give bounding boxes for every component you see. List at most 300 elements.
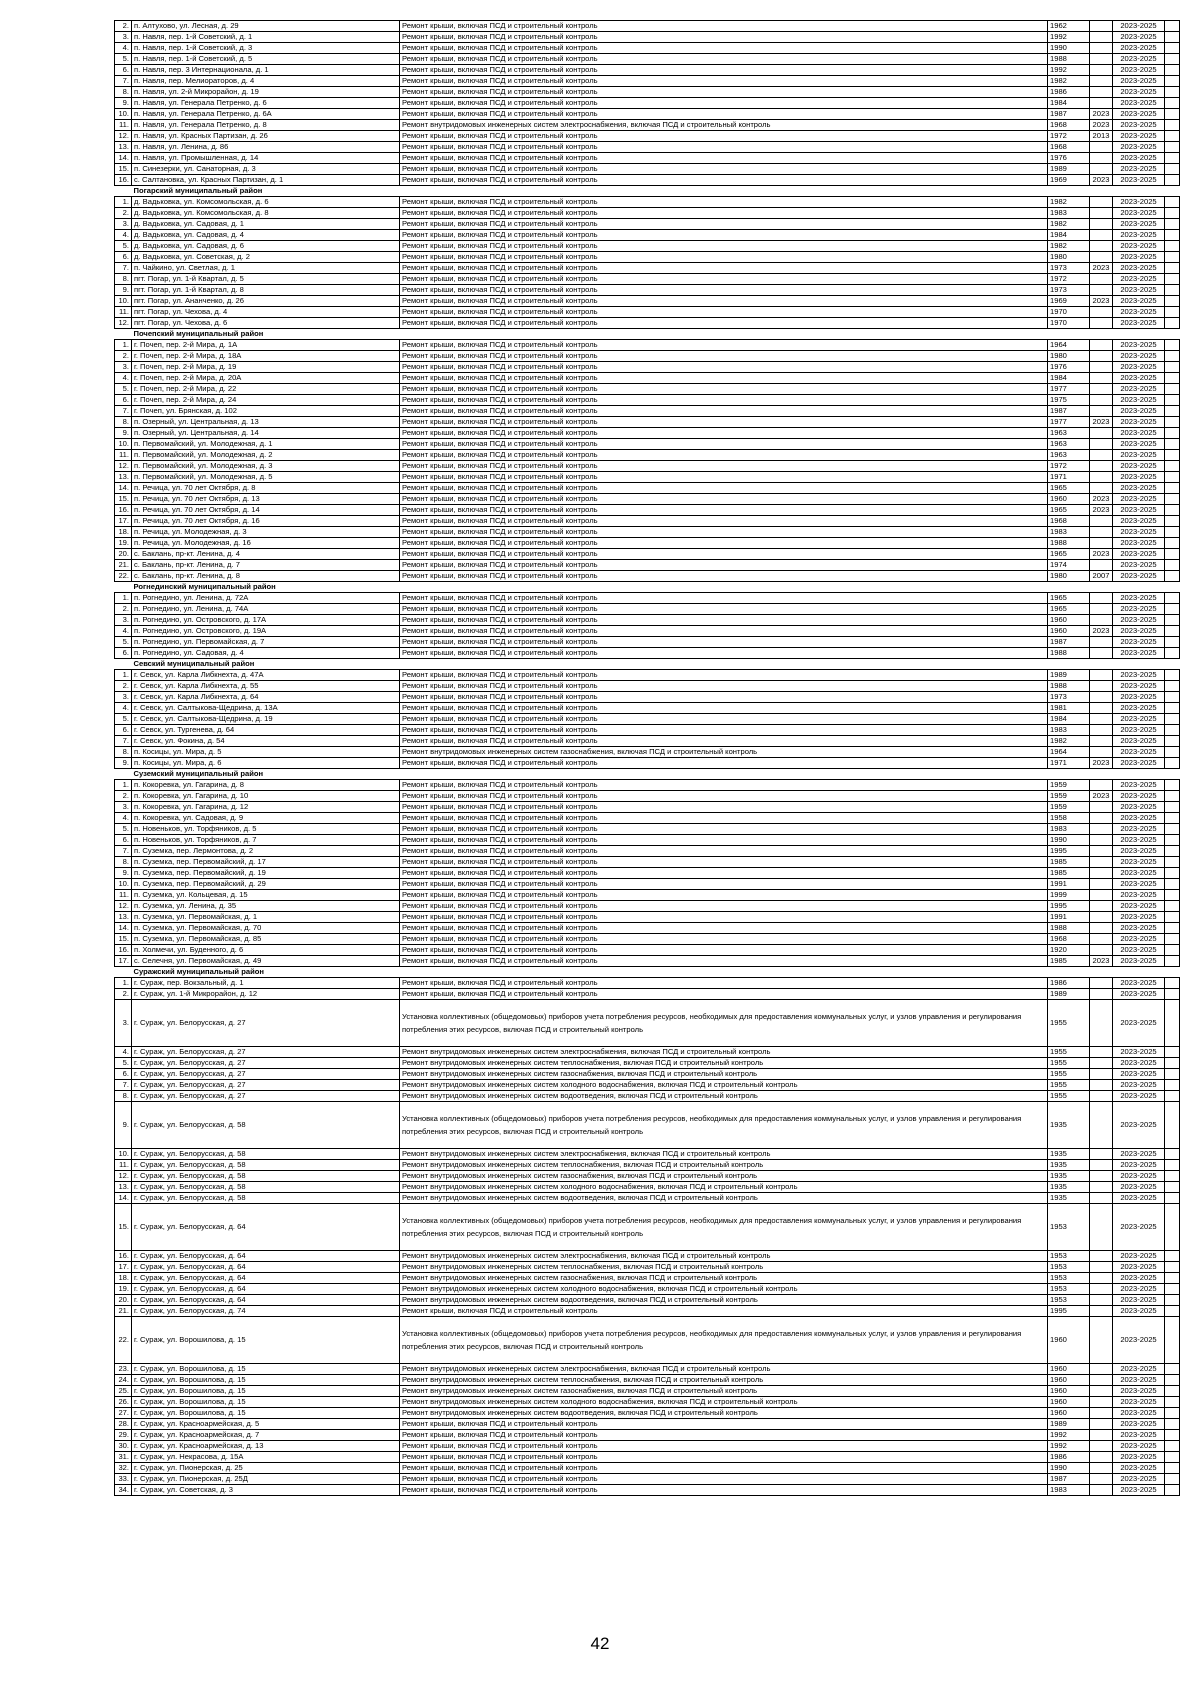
district-number-cell xyxy=(115,967,132,978)
work-type-cell: Ремонт внутридомовых инженерных систем электроснабжения, включая ПСД и строительный контроль xyxy=(400,1251,1048,1262)
work-type-cell: Ремонт крыши, включая ПСД и строительный контроль xyxy=(400,384,1048,395)
extra-cell xyxy=(1165,538,1180,549)
planned-period-cell: 2023-2025 xyxy=(1113,538,1165,549)
planned-period-cell: 2023-2025 xyxy=(1113,43,1165,54)
address-cell: д. Вадьковка, ул. Садовая, д. 4 xyxy=(132,230,400,241)
row-number: 5. xyxy=(115,637,132,648)
row-number: 26. xyxy=(115,1397,132,1408)
last-repair-year-cell xyxy=(1090,43,1113,54)
extra-cell xyxy=(1165,670,1180,681)
row-number: 3. xyxy=(115,692,132,703)
work-type-cell: Установка коллективных (общедомовых) приборов учета потребления ресурсов, необходимых для предоставления коммунальных услуг, и узлов управления и регулирования потребления этих ресурсов, включая ПСД и строительный контроль xyxy=(400,1204,1048,1251)
last-repair-year-cell xyxy=(1090,450,1113,461)
extra-cell xyxy=(1165,681,1180,692)
planned-period-cell: 2023-2025 xyxy=(1113,1171,1165,1182)
planned-period-cell: 2023-2025 xyxy=(1113,87,1165,98)
planned-period-cell: 2023-2025 xyxy=(1113,439,1165,450)
row-number: 2. xyxy=(115,681,132,692)
build-year-cell: 1968 xyxy=(1048,142,1090,153)
last-repair-year-cell xyxy=(1090,1474,1113,1485)
work-type-cell: Ремонт крыши, включая ПСД и строительный контроль xyxy=(400,318,1048,329)
last-repair-year-cell xyxy=(1090,736,1113,747)
work-type-cell: Ремонт крыши, включая ПСД и строительный контроль xyxy=(400,1474,1048,1485)
row-number: 6. xyxy=(115,1069,132,1080)
build-year-cell: 1975 xyxy=(1048,395,1090,406)
row-number: 6. xyxy=(115,835,132,846)
last-repair-year-cell xyxy=(1090,934,1113,945)
planned-period-cell: 2023-2025 xyxy=(1113,505,1165,516)
address-cell: п. Новеньков, ул. Торфяников, д. 7 xyxy=(132,835,400,846)
address-cell: п. Навля, ул. Красных Партизан, д. 26 xyxy=(132,131,400,142)
build-year-cell: 1955 xyxy=(1048,1058,1090,1069)
planned-period-cell: 2023-2025 xyxy=(1113,373,1165,384)
last-repair-year-cell xyxy=(1090,1251,1113,1262)
work-type-cell: Ремонт крыши, включая ПСД и строительный контроль xyxy=(400,868,1048,879)
extra-cell xyxy=(1165,197,1180,208)
address-cell: г. Сураж, ул. 1-й Микрорайон, д. 12 xyxy=(132,989,400,1000)
row-number: 28. xyxy=(115,1419,132,1430)
build-year-cell: 1968 xyxy=(1048,934,1090,945)
build-year-cell: 1963 xyxy=(1048,450,1090,461)
row-number: 22. xyxy=(115,571,132,582)
page-number: 42 xyxy=(590,1634,610,1653)
last-repair-year-cell xyxy=(1090,1295,1113,1306)
table-row xyxy=(115,1069,1180,1080)
last-repair-year-cell xyxy=(1090,1386,1113,1397)
row-number: 6. xyxy=(115,648,132,659)
extra-cell xyxy=(1165,1193,1180,1204)
address-cell: г. Сураж, ул. Красноармейская, д. 5 xyxy=(132,1419,400,1430)
row-number: 8. xyxy=(115,87,132,98)
planned-period-cell: 2023-2025 xyxy=(1113,21,1165,32)
last-repair-year-cell xyxy=(1090,846,1113,857)
row-number: 1. xyxy=(115,593,132,604)
build-year-cell: 1980 xyxy=(1048,351,1090,362)
row-number: 19. xyxy=(115,538,132,549)
last-repair-year-cell xyxy=(1090,1463,1113,1474)
table-row xyxy=(115,197,1180,208)
build-year-cell: 1986 xyxy=(1048,1452,1090,1463)
extra-cell xyxy=(1165,87,1180,98)
work-type-cell: Ремонт внутридомовых инженерных систем водоотведения, включая ПСД и строительный контроль xyxy=(400,1091,1048,1102)
last-repair-year-cell xyxy=(1090,1441,1113,1452)
address-cell: г. Сураж, ул. Белорусская, д. 58 xyxy=(132,1171,400,1182)
extra-cell xyxy=(1165,1463,1180,1474)
last-repair-year-cell: 2023 xyxy=(1090,494,1113,505)
extra-cell xyxy=(1165,65,1180,76)
last-repair-year-cell xyxy=(1090,538,1113,549)
work-type-cell: Ремонт внутридомовых инженерных систем водоотведения, включая ПСД и строительный контроль xyxy=(400,1193,1048,1204)
table-row xyxy=(115,1047,1180,1058)
address-cell: п. Речица, ул. 70 лет Октября, д. 16 xyxy=(132,516,400,527)
planned-period-cell: 2023-2025 xyxy=(1113,175,1165,186)
last-repair-year-cell xyxy=(1090,362,1113,373)
work-type-cell: Ремонт крыши, включая ПСД и строительный контроль xyxy=(400,824,1048,835)
table-row xyxy=(115,1193,1180,1204)
table-row xyxy=(115,681,1180,692)
planned-period-cell: 2023-2025 xyxy=(1113,1295,1165,1306)
planned-period-cell: 2023-2025 xyxy=(1113,120,1165,131)
build-year-cell: 1991 xyxy=(1048,912,1090,923)
build-year-cell: 1963 xyxy=(1048,439,1090,450)
planned-period-cell: 2023-2025 xyxy=(1113,593,1165,604)
address-cell: г. Сураж, ул. Пионерская, д. 25 xyxy=(132,1463,400,1474)
table-row xyxy=(115,1102,1180,1149)
table-row xyxy=(115,802,1180,813)
work-type-cell: Ремонт крыши, включая ПСД и строительный контроль xyxy=(400,307,1048,318)
work-type-cell: Ремонт внутридомовых инженерных систем водоотведения, включая ПСД и строительный контроль xyxy=(400,1408,1048,1419)
build-year-cell: 1995 xyxy=(1048,1306,1090,1317)
address-cell: д. Вадьковка, ул. Садовая, д. 6 xyxy=(132,241,400,252)
last-repair-year-cell xyxy=(1090,725,1113,736)
planned-period-cell: 2023-2025 xyxy=(1113,1306,1165,1317)
district-number-cell xyxy=(115,659,132,670)
build-year-cell: 1970 xyxy=(1048,307,1090,318)
work-type-cell: Ремонт крыши, включая ПСД и строительный контроль xyxy=(400,637,1048,648)
planned-period-cell: 2023-2025 xyxy=(1113,791,1165,802)
planned-period-cell: 2023-2025 xyxy=(1113,516,1165,527)
row-number: 11. xyxy=(115,307,132,318)
build-year-cell: 1955 xyxy=(1048,1000,1090,1047)
work-type-cell: Ремонт внутридомовых инженерных систем газоснабжения, включая ПСД и строительный контроль xyxy=(400,1386,1048,1397)
table-row xyxy=(115,1091,1180,1102)
last-repair-year-cell: 2023 xyxy=(1090,626,1113,637)
build-year-cell: 1968 xyxy=(1048,120,1090,131)
build-year-cell: 1963 xyxy=(1048,428,1090,439)
build-year-cell: 1955 xyxy=(1048,1047,1090,1058)
build-year-cell: 1973 xyxy=(1048,285,1090,296)
address-cell: г. Сураж, ул. Советская, д. 3 xyxy=(132,1485,400,1496)
extra-cell xyxy=(1165,780,1180,791)
district-header-row xyxy=(115,769,1180,780)
planned-period-cell: 2023-2025 xyxy=(1113,252,1165,263)
planned-period-cell: 2023-2025 xyxy=(1113,417,1165,428)
extra-cell xyxy=(1165,813,1180,824)
planned-period-cell: 2023-2025 xyxy=(1113,318,1165,329)
work-type-cell: Ремонт крыши, включая ПСД и строительный контроль xyxy=(400,593,1048,604)
row-number: 5. xyxy=(115,241,132,252)
row-number: 10. xyxy=(115,1149,132,1160)
planned-period-cell: 2023-2025 xyxy=(1113,1386,1165,1397)
table-row xyxy=(115,637,1180,648)
address-cell: п. Суземка, ул. Первомайская, д. 85 xyxy=(132,934,400,945)
last-repair-year-cell xyxy=(1090,274,1113,285)
table-row xyxy=(115,1251,1180,1262)
work-type-cell: Ремонт внутридомовых инженерных систем холодного водоснабжения, включая ПСД и строительный контроль xyxy=(400,1080,1048,1091)
table-row xyxy=(115,857,1180,868)
row-number: 4. xyxy=(115,813,132,824)
address-cell: г. Севск, ул. Карла Либкнехта, д. 55 xyxy=(132,681,400,692)
planned-period-cell: 2023-2025 xyxy=(1113,703,1165,714)
planned-period-cell: 2023-2025 xyxy=(1113,857,1165,868)
last-repair-year-cell xyxy=(1090,1047,1113,1058)
extra-cell xyxy=(1165,43,1180,54)
work-type-cell: Установка коллективных (общедомовых) приборов учета потребления ресурсов, необходимых для предоставления коммунальных услуг, и узлов управления и регулирования потребления этих ресурсов, включая ПСД и строительный контроль xyxy=(400,1000,1048,1047)
planned-period-cell: 2023-2025 xyxy=(1113,1485,1165,1496)
row-number: 13. xyxy=(115,912,132,923)
extra-cell xyxy=(1165,461,1180,472)
extra-cell xyxy=(1165,153,1180,164)
row-number: 1. xyxy=(115,197,132,208)
extra-cell xyxy=(1165,373,1180,384)
work-type-cell: Ремонт крыши, включая ПСД и строительный контроль xyxy=(400,395,1048,406)
address-cell: г. Севск, ул. Салтыкова-Щедрина, д. 19 xyxy=(132,714,400,725)
build-year-cell: 1986 xyxy=(1048,87,1090,98)
address-cell: г. Сураж, ул. Белорусская, д. 27 xyxy=(132,1091,400,1102)
last-repair-year-cell xyxy=(1090,1160,1113,1171)
extra-cell xyxy=(1165,901,1180,912)
extra-cell xyxy=(1165,1000,1180,1047)
work-type-cell: Ремонт крыши, включая ПСД и строительный контроль xyxy=(400,87,1048,98)
planned-period-cell: 2023-2025 xyxy=(1113,395,1165,406)
address-cell: г. Сураж, ул. Белорусская, д. 64 xyxy=(132,1251,400,1262)
row-number: 1. xyxy=(115,340,132,351)
row-number: 14. xyxy=(115,483,132,494)
address-cell: с. Баклань, пр-кт. Ленина, д. 4 xyxy=(132,549,400,560)
table-row xyxy=(115,208,1180,219)
last-repair-year-cell xyxy=(1090,857,1113,868)
row-number: 12. xyxy=(115,318,132,329)
last-repair-year-cell xyxy=(1090,1284,1113,1295)
work-type-cell: Ремонт внутридомовых инженерных систем холодного водоснабжения, включая ПСД и строительный контроль xyxy=(400,1397,1048,1408)
build-year-cell: 1973 xyxy=(1048,692,1090,703)
last-repair-year-cell xyxy=(1090,21,1113,32)
address-cell: п. Алтухово, ул. Лесная, д. 29 xyxy=(132,21,400,32)
planned-period-cell: 2023-2025 xyxy=(1113,1364,1165,1375)
extra-cell xyxy=(1165,219,1180,230)
build-year-cell: 1960 xyxy=(1048,1408,1090,1419)
planned-period-cell: 2023-2025 xyxy=(1113,1182,1165,1193)
last-repair-year-cell xyxy=(1090,912,1113,923)
table-row xyxy=(115,1295,1180,1306)
address-cell: г. Сураж, ул. Белорусская, д. 64 xyxy=(132,1273,400,1284)
planned-period-cell: 2023-2025 xyxy=(1113,692,1165,703)
row-number: 34. xyxy=(115,1485,132,1496)
work-type-cell: Ремонт крыши, включая ПСД и строительный контроль xyxy=(400,714,1048,725)
last-repair-year-cell: 2023 xyxy=(1090,263,1113,274)
extra-cell xyxy=(1165,703,1180,714)
extra-cell xyxy=(1165,109,1180,120)
planned-period-cell: 2023-2025 xyxy=(1113,219,1165,230)
row-number: 18. xyxy=(115,1273,132,1284)
planned-period-cell: 2023-2025 xyxy=(1113,626,1165,637)
table-row xyxy=(115,780,1180,791)
planned-period-cell: 2023-2025 xyxy=(1113,758,1165,769)
extra-cell xyxy=(1165,450,1180,461)
work-type-cell: Ремонт крыши, включая ПСД и строительный контроль xyxy=(400,296,1048,307)
table-row xyxy=(115,483,1180,494)
build-year-cell: 1985 xyxy=(1048,857,1090,868)
planned-period-cell: 2023-2025 xyxy=(1113,549,1165,560)
address-cell: с. Баклань, пр-кт. Ленина, д. 7 xyxy=(132,560,400,571)
row-number: 21. xyxy=(115,560,132,571)
last-repair-year-cell xyxy=(1090,1102,1113,1149)
last-repair-year-cell xyxy=(1090,1080,1113,1091)
last-repair-year-cell xyxy=(1090,1149,1113,1160)
row-number: 13. xyxy=(115,472,132,483)
last-repair-year-cell xyxy=(1090,351,1113,362)
planned-period-cell: 2023-2025 xyxy=(1113,846,1165,857)
build-year-cell: 1935 xyxy=(1048,1102,1090,1149)
address-cell: п. Суземка, пер. Первомайский, д. 17 xyxy=(132,857,400,868)
row-number: 30. xyxy=(115,1441,132,1452)
table-row xyxy=(115,1452,1180,1463)
last-repair-year-cell xyxy=(1090,560,1113,571)
planned-period-cell: 2023-2025 xyxy=(1113,780,1165,791)
table-row xyxy=(115,21,1180,32)
last-repair-year-cell xyxy=(1090,868,1113,879)
build-year-cell: 1968 xyxy=(1048,516,1090,527)
last-repair-year-cell xyxy=(1090,813,1113,824)
extra-cell xyxy=(1165,989,1180,1000)
row-number: 15. xyxy=(115,1204,132,1251)
build-year-cell: 1960 xyxy=(1048,494,1090,505)
address-cell: г. Сураж, ул. Белорусская, д. 64 xyxy=(132,1284,400,1295)
table-row xyxy=(115,648,1180,659)
last-repair-year-cell xyxy=(1090,527,1113,538)
extra-cell xyxy=(1165,472,1180,483)
work-type-cell: Ремонт крыши, включая ПСД и строительный контроль xyxy=(400,989,1048,1000)
build-year-cell: 1959 xyxy=(1048,780,1090,791)
planned-period-cell: 2023-2025 xyxy=(1113,131,1165,142)
table-row xyxy=(115,923,1180,934)
planned-period-cell: 2023-2025 xyxy=(1113,296,1165,307)
planned-period-cell: 2023-2025 xyxy=(1113,208,1165,219)
last-repair-year-cell xyxy=(1090,681,1113,692)
last-repair-year-cell xyxy=(1090,945,1113,956)
table-row xyxy=(115,1171,1180,1182)
row-number: 8. xyxy=(115,1091,132,1102)
extra-cell xyxy=(1165,879,1180,890)
address-cell: г. Сураж, ул. Красноармейская, д. 13 xyxy=(132,1441,400,1452)
work-type-cell: Ремонт крыши, включая ПСД и строительный контроль xyxy=(400,1430,1048,1441)
row-number: 11. xyxy=(115,120,132,131)
row-number: 8. xyxy=(115,747,132,758)
planned-period-cell: 2023-2025 xyxy=(1113,1419,1165,1430)
address-cell: г. Почеп, пер. 2-й Мира, д. 1А xyxy=(132,340,400,351)
address-cell: г. Сураж, ул. Белорусская, д. 58 xyxy=(132,1149,400,1160)
extra-cell xyxy=(1165,593,1180,604)
extra-cell xyxy=(1165,1408,1180,1419)
extra-cell xyxy=(1165,142,1180,153)
planned-period-cell: 2023-2025 xyxy=(1113,879,1165,890)
planned-period-cell: 2023-2025 xyxy=(1113,1204,1165,1251)
address-cell: г. Сураж, ул. Пионерская, д. 25Д xyxy=(132,1474,400,1485)
build-year-cell: 1976 xyxy=(1048,362,1090,373)
extra-cell xyxy=(1165,956,1180,967)
last-repair-year-cell xyxy=(1090,307,1113,318)
work-type-cell: Ремонт внутридомовых инженерных систем электроснабжения, включая ПСД и строительный контроль xyxy=(400,1047,1048,1058)
last-repair-year-cell xyxy=(1090,87,1113,98)
work-type-cell: Ремонт крыши, включая ПСД и строительный контроль xyxy=(400,560,1048,571)
build-year-cell: 1972 xyxy=(1048,274,1090,285)
planned-period-cell: 2023-2025 xyxy=(1113,890,1165,901)
address-cell: п. Суземка, пер. Лермонтова, д. 2 xyxy=(132,846,400,857)
address-cell: п. Первомайский, ул. Молодежная, д. 3 xyxy=(132,461,400,472)
row-number: 6. xyxy=(115,252,132,263)
district-name: Почепский муниципальный район xyxy=(132,329,1180,340)
build-year-cell: 1984 xyxy=(1048,373,1090,384)
last-repair-year-cell xyxy=(1090,208,1113,219)
work-type-cell: Ремонт крыши, включая ПСД и строительный контроль xyxy=(400,923,1048,934)
planned-period-cell: 2023-2025 xyxy=(1113,1069,1165,1080)
extra-cell xyxy=(1165,54,1180,65)
last-repair-year-cell xyxy=(1090,978,1113,989)
row-number: 3. xyxy=(115,615,132,626)
address-cell: г. Сураж, ул. Белорусская, д. 58 xyxy=(132,1102,400,1149)
address-cell: г. Почеп, пер. 2-й Мира, д. 22 xyxy=(132,384,400,395)
table-row xyxy=(115,549,1180,560)
build-year-cell: 1972 xyxy=(1048,461,1090,472)
last-repair-year-cell: 2023 xyxy=(1090,109,1113,120)
work-type-cell: Ремонт крыши, включая ПСД и строительный контроль xyxy=(400,835,1048,846)
row-number: 6. xyxy=(115,725,132,736)
last-repair-year-cell xyxy=(1090,1408,1113,1419)
build-year-cell: 1970 xyxy=(1048,318,1090,329)
address-cell: п. Суземка, ул. Первомайская, д. 70 xyxy=(132,923,400,934)
row-number: 15. xyxy=(115,934,132,945)
build-year-cell: 1959 xyxy=(1048,802,1090,813)
work-type-cell: Ремонт крыши, включая ПСД и строительный контроль xyxy=(400,76,1048,87)
last-repair-year-cell xyxy=(1090,923,1113,934)
table-row xyxy=(115,604,1180,615)
address-cell: п. Навля, ул. Генерала Петренко, д. 6А xyxy=(132,109,400,120)
row-number: 2. xyxy=(115,208,132,219)
row-number: 2. xyxy=(115,604,132,615)
last-repair-year-cell xyxy=(1090,1000,1113,1047)
extra-cell xyxy=(1165,934,1180,945)
table-row xyxy=(115,703,1180,714)
last-repair-year-cell xyxy=(1090,648,1113,659)
row-number: 3. xyxy=(115,802,132,813)
extra-cell xyxy=(1165,626,1180,637)
address-cell: п. Речица, ул. Молодежная, д. 3 xyxy=(132,527,400,538)
extra-cell xyxy=(1165,340,1180,351)
address-cell: г. Сураж, ул. Красноармейская, д. 7 xyxy=(132,1430,400,1441)
extra-cell xyxy=(1165,516,1180,527)
address-cell: пгт. Погар, ул. 1-й Квартал, д. 8 xyxy=(132,285,400,296)
extra-cell xyxy=(1165,285,1180,296)
last-repair-year-cell xyxy=(1090,1193,1113,1204)
extra-cell xyxy=(1165,439,1180,450)
work-type-cell: Ремонт крыши, включая ПСД и строительный контроль xyxy=(400,208,1048,219)
last-repair-year-cell: 2023 xyxy=(1090,296,1113,307)
work-type-cell: Ремонт крыши, включая ПСД и строительный контроль xyxy=(400,450,1048,461)
build-year-cell: 1980 xyxy=(1048,252,1090,263)
table-row xyxy=(115,120,1180,131)
planned-period-cell: 2023-2025 xyxy=(1113,65,1165,76)
work-type-cell: Ремонт крыши, включая ПСД и строительный контроль xyxy=(400,472,1048,483)
build-year-cell: 1965 xyxy=(1048,549,1090,560)
extra-cell xyxy=(1165,208,1180,219)
extra-cell xyxy=(1165,1419,1180,1430)
build-year-cell: 1987 xyxy=(1048,637,1090,648)
work-type-cell: Ремонт крыши, включая ПСД и строительный контроль xyxy=(400,197,1048,208)
extra-cell xyxy=(1165,1262,1180,1273)
planned-period-cell: 2023-2025 xyxy=(1113,142,1165,153)
address-cell: с. Баклань, пр-кт. Ленина, д. 8 xyxy=(132,571,400,582)
build-year-cell: 1960 xyxy=(1048,1397,1090,1408)
work-type-cell: Ремонт крыши, включая ПСД и строительный контроль xyxy=(400,516,1048,527)
address-cell: п. Синезерки, ул. Санаторная, д. 3 xyxy=(132,164,400,175)
table-row xyxy=(115,626,1180,637)
build-year-cell: 1958 xyxy=(1048,813,1090,824)
row-number: 4. xyxy=(115,43,132,54)
last-repair-year-cell: 2007 xyxy=(1090,571,1113,582)
extra-cell xyxy=(1165,76,1180,87)
row-number: 7. xyxy=(115,76,132,87)
address-cell: г. Сураж, ул. Белорусская, д. 27 xyxy=(132,1080,400,1091)
